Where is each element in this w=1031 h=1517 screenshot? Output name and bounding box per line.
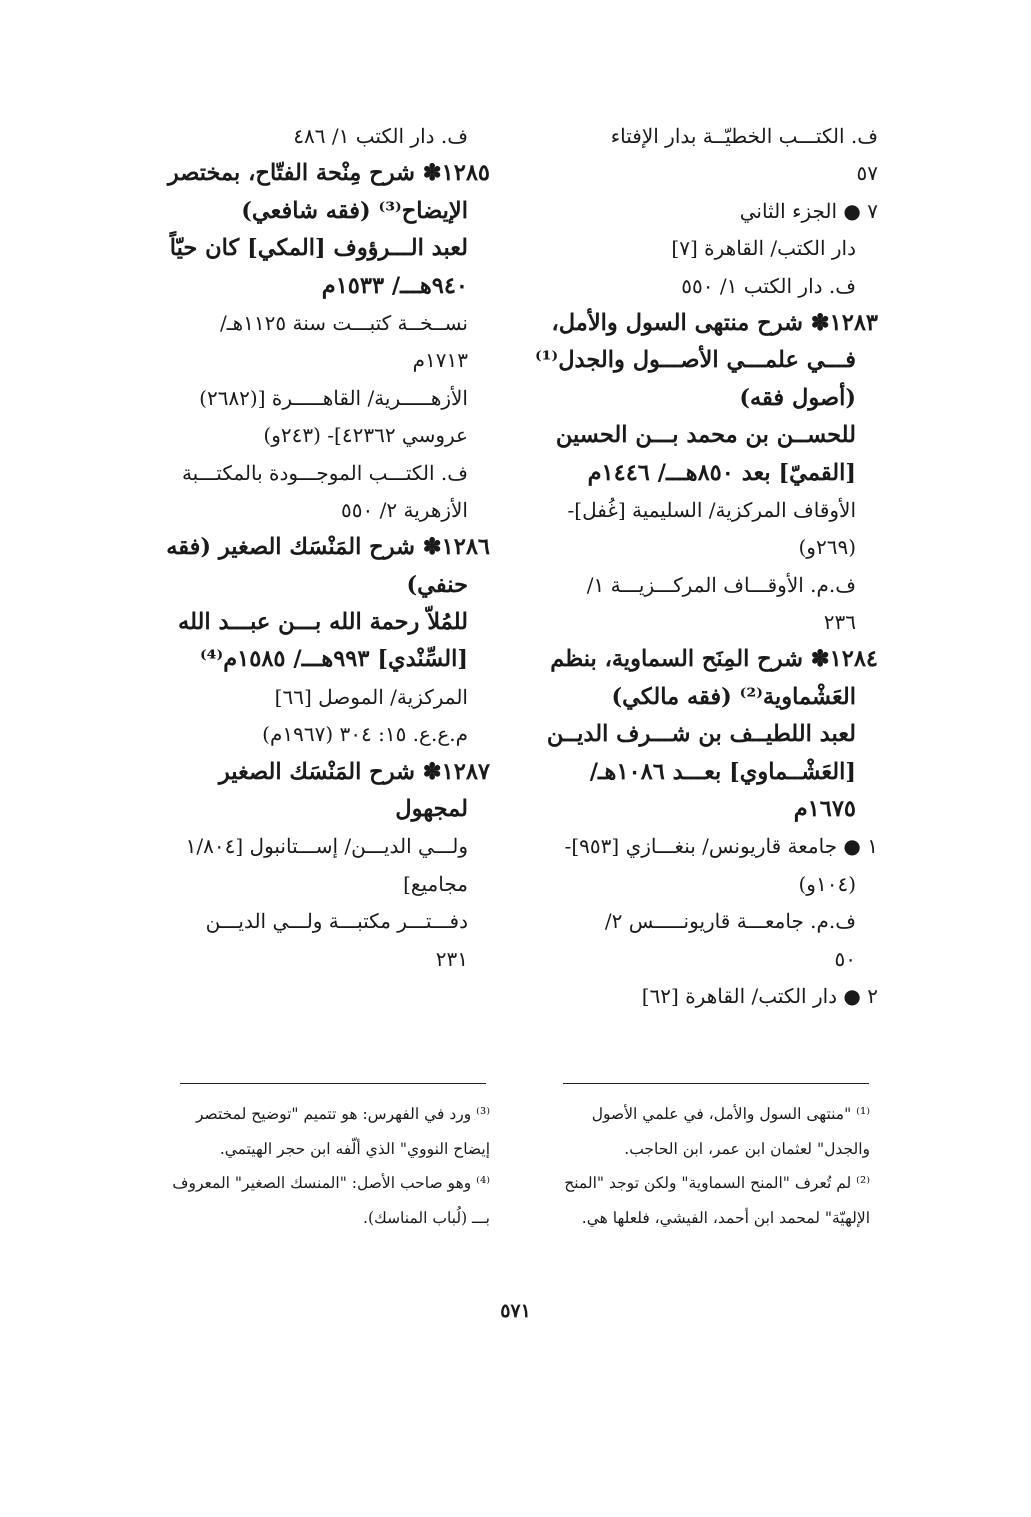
right-column-line: الأوقاف المركزية/ السليمية [غُفل]- — [567, 497, 856, 522]
right-column-line: ٢ ● دار الكتب/ القاهرة [٦٢] — [641, 983, 878, 1008]
left-column-line: الإيضاح⁽³⁾ (فقه شافعي) — [241, 197, 468, 224]
right-column-line: دار الكتب/ القاهرة [٧] — [671, 236, 856, 261]
left-column-line: لعبد الـــرؤوف [المكي] كان حيّاً — [169, 235, 468, 262]
right-column-line: [القميّ] بعد ٨٥٠هـــ/ ١٤٤٦م — [587, 459, 856, 486]
footnote-left-line: بـــ (لُباب المناسك). — [363, 1208, 490, 1227]
right-column-line: (١٠٤و) — [798, 871, 856, 896]
left-column-line: الأزهرية ٢/ ٥٥٠ — [341, 497, 468, 522]
left-column-line: ف. دار الكتب ١/ ٤٨٦ — [293, 124, 468, 148]
left-column-line: ١٢٨٦✽ شرح المَنْسَك الصغير (فقه — [166, 534, 490, 561]
footnotes-left — [145, 1097, 490, 1235]
left-column-line: لمجهول — [395, 796, 468, 823]
right-column-line: ٥٠ — [834, 946, 856, 971]
footnote-right-line: والجدل" لعثمان ابن عمر، ابن الحاجب. — [624, 1139, 870, 1158]
right-column-line: ٧ ● الجزء الثاني — [739, 198, 878, 223]
left-column-line: ١٧١٣م — [412, 348, 468, 373]
left-column-line: دفـــتـــر مكتبـــة ولـــي الديـــن — [205, 909, 468, 934]
right-column-line: (٢٦٩و) — [798, 535, 856, 560]
footnotes-right — [528, 1097, 870, 1235]
right-column-line: ١٢٨٣✽ شرح منتهى السول والأمل، — [551, 309, 878, 336]
footnote-left-line: إيضاح النووي" الذي ألّفه ابن حجر الهيتمي. — [219, 1139, 490, 1158]
left-column — [145, 118, 490, 978]
right-column-line: ف.م. جامعـــة قاريونـــــس ٢/ — [604, 909, 856, 934]
left-column-line: ١٢٨٧✽ شرح المَنْسَك الصغير — [218, 758, 490, 785]
left-column-line: حنفي) — [406, 571, 468, 598]
left-column-line: م.ع.ع. ١٥: ٣٠٤ (١٩٦٧م) — [262, 722, 468, 747]
right-column-line: ف.م. الأوقـــاف المركـــزيـــة ١/ — [586, 572, 856, 597]
right-column-line: ١٢٨٤✽ شرح المِنَح السماوية، بنظم — [550, 646, 878, 673]
right-column-line: ف. دار الكتب ١/ ٥٥٠ — [681, 273, 856, 298]
left-column-line: ف. الكتـــب الموجـــودة بالمكتـــبة — [181, 460, 468, 485]
footnote-left-line: ⁽³⁾ ورد في الفهرس: هو تتميم "توضيح لمختصر — [195, 1105, 490, 1123]
left-column-line: ولـــي الديـــن/ إســـتانبول [١/٨٠٤ — [185, 834, 468, 859]
footnote-left-line: ⁽⁴⁾ وهو صاحب الأصل: "المنسك الصغير" المعروف — [172, 1174, 490, 1192]
left-column-line: للمُلاّ رحمة الله بـــن عبـــد الله — [178, 609, 468, 636]
footnote-right-line: ⁽¹⁾ "منتهى السول والأمل، في علمي الأصول — [591, 1105, 870, 1123]
footnote-separator-left — [180, 1083, 486, 1084]
left-column-line: عروسي ٤٢٣٦٢]- (٢٤٣و) — [263, 423, 468, 448]
right-column-line: لعبد اللطيــف بن شـــرف الديــن — [546, 721, 856, 748]
left-column-line: الأزهـــــرية/ القاهـــــرة [(٢٦٨٢) — [199, 385, 468, 410]
left-column-line: المركزية/ الموصل [٦٦] — [274, 684, 468, 709]
footnote-separator-right — [563, 1083, 869, 1084]
right-column-line: ١ ● جامعة قاريونس/ بنغـــازي [٩٥٣]- — [564, 834, 878, 859]
left-column-line: مجاميع] — [403, 871, 468, 896]
left-column-line: نســخــة كتبـــت سنة ١١٢٥هـ/ — [220, 310, 468, 335]
left-column-line: [السِّنْدي] ٩٩٣هـــ/ ١٥٨٥م⁽⁴⁾ — [199, 646, 468, 673]
right-column-line: العَشْماوية⁽²⁾ (فقه مالكي) — [611, 683, 856, 710]
right-column-line: للحســن بن محمد بـــن الحسين — [555, 422, 856, 449]
footnote-right-line: الإلهيّة" لمحمد ابن أحمد، الفيشي، فلعلها هي. — [581, 1208, 870, 1227]
right-column — [528, 118, 878, 1015]
right-column-line: ١٦٧٥م — [793, 796, 856, 823]
right-column-line: فـــي علمـــي الأصـــول والجدل⁽¹⁾ — [534, 347, 856, 374]
footnote-right-line: ⁽²⁾ لم تُعرف "المنح السماوية" ولكن توجد "المنح — [564, 1174, 870, 1192]
left-column-line: ١٢٨٥✽ شرح مِنْحة الفتّاح، بمختصر — [167, 160, 490, 187]
right-column-line: ف. الكتـــب الخطيّــة بدار الإفتاء — [610, 124, 878, 148]
right-column-line: (أصول فقه) — [739, 384, 856, 411]
right-column-line: ٥٧ — [856, 161, 878, 186]
left-column-line: ٩٤٠هـــ/ ١٥٣٣م — [321, 272, 468, 299]
page-number: ٥٧١ — [500, 1300, 531, 1322]
left-column-line: ٢٣١ — [435, 946, 468, 971]
right-column-line: [العَشْــماوي] بعـــد ١٠٨٦هـ/ — [589, 758, 856, 785]
right-column-line: ٢٣٦ — [823, 610, 856, 635]
